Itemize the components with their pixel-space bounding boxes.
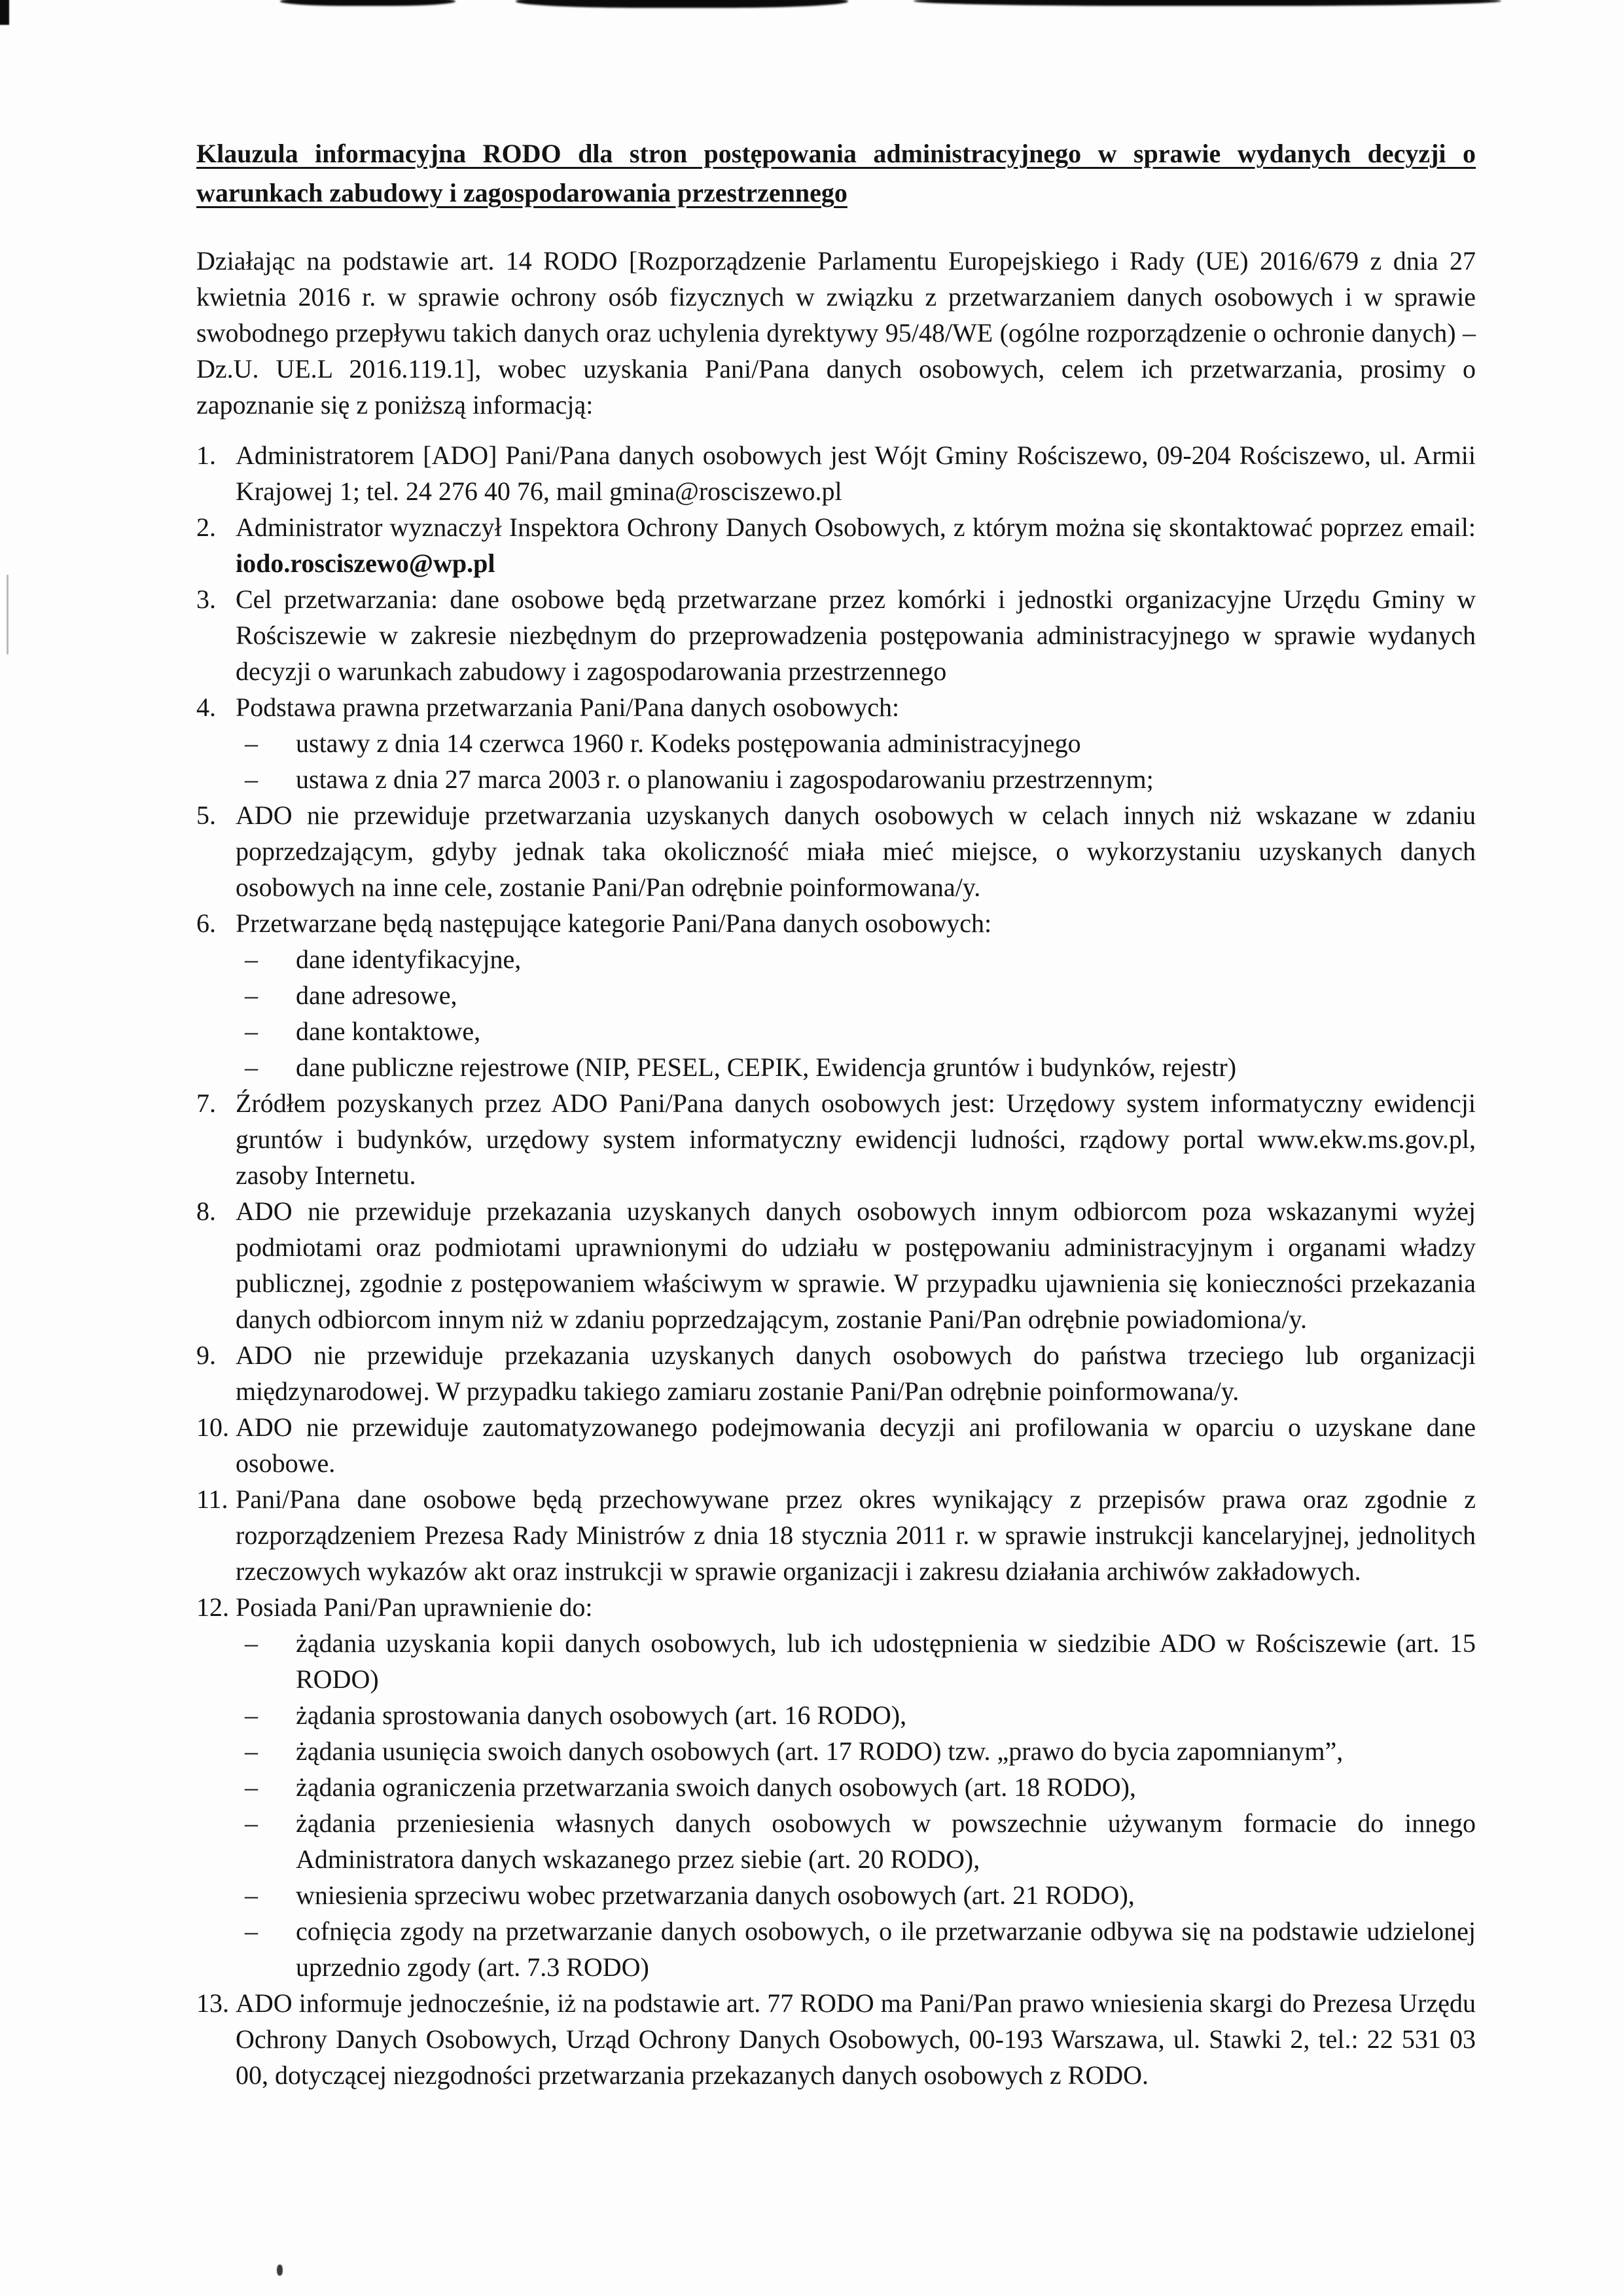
- sub-item: [236, 1049, 1476, 1085]
- dash-glyph: –: [245, 1628, 258, 1658]
- sub-item: [236, 941, 1476, 977]
- item-number: 3.: [196, 584, 216, 614]
- dash-glyph: –: [245, 1736, 258, 1766]
- item-number: 6.: [196, 908, 216, 938]
- item-text: ADO nie przewiduje przekazania uzyskanych danych osobowych do państwa trzeciego lub organizacji międzynarodowej. W przypadku takiego zamiaru zostanie Pani/Pan odrębnie poinformowana/y.: [236, 1340, 1476, 1406]
- item-number: 5.: [196, 800, 216, 830]
- item-text: ADO nie przewiduje zautomatyzowanego podejmowania decyzji ani profilowania w oparciu o uzyskane dane osobowe.: [236, 1412, 1476, 1478]
- dash-glyph: –: [245, 728, 258, 758]
- document-page: [196, 134, 1476, 2093]
- dash-glyph: –: [245, 1700, 258, 1730]
- sub-item-text: żądania sprostowania danych osobowych (art. 16 RODO),: [296, 1700, 907, 1730]
- scan-artifact-top-middle: [516, 0, 848, 8]
- dash-glyph: –: [245, 944, 258, 974]
- list-item-12: [196, 1589, 1476, 1985]
- scan-artifact-top-right: [914, 0, 1501, 6]
- sub-item: [236, 1805, 1476, 1877]
- list-item-9: [196, 1337, 1476, 1409]
- sub-item: [236, 1625, 1476, 1697]
- item-line: [196, 905, 1476, 941]
- list-item-8: [196, 1193, 1476, 1337]
- list-item-7: [196, 1085, 1476, 1193]
- item-text: Podstawa prawna przetwarzania Pani/Pana danych osobowych:: [236, 692, 900, 722]
- sub-item: [236, 977, 1476, 1013]
- item-number: 11.: [196, 1484, 228, 1514]
- sub-item-text: cofnięcia zgody na przetwarzanie danych osobowych, o ile przetwarzanie odbywa się na podstawie udzielonej uprzednio zgody (art. 7.3 RODO): [296, 1916, 1476, 1982]
- dash-glyph: –: [245, 980, 258, 1010]
- sub-item: [236, 1013, 1476, 1049]
- sub-item-text: żądania uzyskania kopii danych osobowych, lub ich udostępnienia w siedzibie ADO w Rościszewie (art. 15 RODO): [296, 1628, 1476, 1694]
- scan-artifact-corner: [0, 0, 9, 25]
- sub-item-text: dane publiczne rejestrowe (NIP, PESEL, CEPIK, Ewidencja gruntów i budynków, rejestr): [296, 1052, 1237, 1082]
- dash-glyph: –: [245, 1880, 258, 1910]
- rodo-list: [196, 437, 1476, 2093]
- sub-item: [236, 1733, 1476, 1769]
- item-number: 10.: [196, 1412, 229, 1442]
- item-text: Posiada Pani/Pan uprawnienie do:: [236, 1592, 593, 1622]
- sub-item-text: ustawa z dnia 27 marca 2003 r. o planowaniu i zagospodarowaniu przestrzennym;: [296, 764, 1154, 794]
- dash-glyph: –: [245, 764, 258, 794]
- list-item-13: [196, 1985, 1476, 2093]
- item-text: ADO nie przewiduje przekazania uzyskanych danych osobowych innym odbiorcom poza wskazanymi wyżej podmiotami oraz podmiotami uprawnionymi do udziału w postępowaniu administracyjnym i organami władzy publicznej, zgodnie z postępowaniem właściwym w sprawie. W przypadku ujawnienia się konieczności przekazania danych odbiorcom innym niż w zdaniu poprzedzającym, zostanie Pani/Pan odrębnie powiadomiona/y.: [236, 1196, 1476, 1334]
- iod-email: iodo.rosciszewo@wp.pl: [236, 548, 495, 578]
- intro-paragraph: Działając na podstawie art. 14 RODO [Rozporządzenie Parlamentu Europejskiego i Rady (UE) 2016/679 z dnia 27 kwietnia 2016 r. w sprawie ochrony osób fizycznych w związku z przetwarzaniem danych osobowych i w sprawie swobodnego przepływu takich danych oraz uchylenia dyrektywy 95/48/WE (ogólne rozporządzenie o ochronie danych) – Dz.U. UE.L 2016.119.1], wobec uzyskania Pani/Pana danych osobowych, celem ich przetwarzania, prosimy o zapoznanie się z poniższą informacją:: [196, 246, 1476, 420]
- list-item-4: [196, 689, 1476, 797]
- page-title: Klauzula informacyjna RODO dla stron postępowania administracyjnego w sprawie wydanych decyzji o warunkach zabudowy i zagospodarowania przestrzennego: [196, 139, 1476, 207]
- item-text: Źródłem pozyskanych przez ADO Pani/Pana danych osobowych jest: Urzędowy system informatyczny ewidencji gruntów i budynków, urzędowy system informatyczny ewidencji ludności, rządowy portal www.ekw.ms.gov.pl, zasoby Internetu.: [236, 1088, 1476, 1190]
- dash-glyph: –: [245, 1016, 258, 1046]
- item-number: 2.: [196, 512, 216, 542]
- sub-item: [236, 1769, 1476, 1805]
- item-number: 8.: [196, 1196, 216, 1226]
- list-item-6: [196, 905, 1476, 1085]
- scan-artifact-left-edge: [7, 575, 9, 655]
- item-number: 4.: [196, 692, 216, 722]
- item-number: 12.: [196, 1592, 229, 1622]
- item-text: Przetwarzane będą następujące kategorie Pani/Pana danych osobowych:: [236, 908, 992, 938]
- list-item-3: [196, 581, 1476, 689]
- sub-item: [236, 1877, 1476, 1913]
- sub-item-text: wniesienia sprzeciwu wobec przetwarzania danych osobowych (art. 21 RODO),: [296, 1880, 1135, 1910]
- item-text: Administratorem [ADO] Pani/Pana danych osobowych jest Wójt Gminy Rościszewo, 09-204 Rościszewo, ul. Armii Krajowej 1; tel. 24 276 40 76, mail gmina@rosciszewo.pl: [236, 440, 1476, 506]
- scan-artifact-speck: [277, 2265, 283, 2276]
- item-text: ADO informuje jednocześnie, iż na podstawie art. 77 RODO ma Pani/Pan prawo wniesienia skargi do Prezesa Urzędu Ochrony Danych Osobowych, Urząd Ochrony Danych Osobowych, 00-193 Warszawa, ul. Stawki 2, tel.: 22 531 03 00, dotyczącej niezgodności przetwarzania przekazanych danych osobowych z RODO.: [236, 1988, 1476, 2090]
- list-item-5: [196, 797, 1476, 905]
- sub-item-text: ustawy z dnia 14 czerwca 1960 r. Kodeks postępowania administracyjnego: [296, 728, 1081, 758]
- list-item-1: [196, 437, 1476, 509]
- item-text: Pani/Pana dane osobowe będą przechowywane przez okres wynikający z przepisów prawa oraz zgodnie z rozporządzeniem Prezesa Rady Ministrów z dnia 18 stycznia 2011 r. w sprawie instrukcji kancelaryjnej, jednolitych rzeczowych wykazów akt oraz instrukcji w sprawie organizacji i zakresu działania archiwów zakładowych.: [236, 1484, 1476, 1586]
- dash-glyph: –: [245, 1772, 258, 1802]
- item-text: ADO nie przewiduje przetwarzania uzyskanych danych osobowych w celach innych niż wskazane w zdaniu poprzedzającym, gdyby jednak taka okoliczność miała mieć miejsce, o wykorzystaniu uzyskanych danych osobowych na inne cele, zostanie Pani/Pan odrębnie poinformowana/y.: [236, 800, 1476, 902]
- sub-item: [236, 1697, 1476, 1733]
- item-number: 9.: [196, 1340, 216, 1370]
- sub-item-text: dane identyfikacyjne,: [296, 944, 522, 974]
- list-item-2: [196, 509, 1476, 581]
- list-item-11: [196, 1481, 1476, 1589]
- dash-glyph: –: [245, 1916, 258, 1946]
- dash-glyph: –: [245, 1808, 258, 1838]
- sub-item-text: dane adresowe,: [296, 980, 457, 1010]
- sub-item-text: żądania ograniczenia przetwarzania swoich danych osobowych (art. 18 RODO),: [296, 1772, 1136, 1802]
- item-line: [196, 1589, 1476, 1625]
- item-number: 7.: [196, 1088, 216, 1118]
- sub-item-text: dane kontaktowe,: [296, 1016, 481, 1046]
- sub-item: [236, 761, 1476, 797]
- list-item-10: [196, 1409, 1476, 1481]
- item-text: Administrator wyznaczył Inspektora Ochrony Danych Osobowych, z którym można się skontaktować poprzez email:: [236, 512, 1476, 542]
- sub-item-text: żądania usunięcia swoich danych osobowych (art. 17 RODO) tzw. „prawo do bycia zapomnianym”,: [296, 1736, 1344, 1766]
- sub-item: [236, 1913, 1476, 1985]
- scan-artifact-top-left: [280, 0, 455, 6]
- item-number: 1.: [196, 440, 216, 470]
- item-number: 13.: [196, 1988, 229, 2018]
- sub-item: [236, 725, 1476, 761]
- item-text: Cel przetwarzania: dane osobowe będą przetwarzane przez komórki i jednostki organizacyjne Urzędu Gminy w Rościszewie w zakresie niezbędnym do przeprowadzenia postępowania administracyjnego w sprawie wydanych decyzji o warunkach zabudowy i zagospodarowania przestrzennego: [236, 584, 1476, 686]
- item-line: [196, 689, 1476, 725]
- dash-glyph: –: [245, 1052, 258, 1082]
- sub-item-text: żądania przeniesienia własnych danych osobowych w powszechnie używanym formacie do innego Administratora danych wskazanego przez siebie (art. 20 RODO),: [296, 1808, 1476, 1874]
